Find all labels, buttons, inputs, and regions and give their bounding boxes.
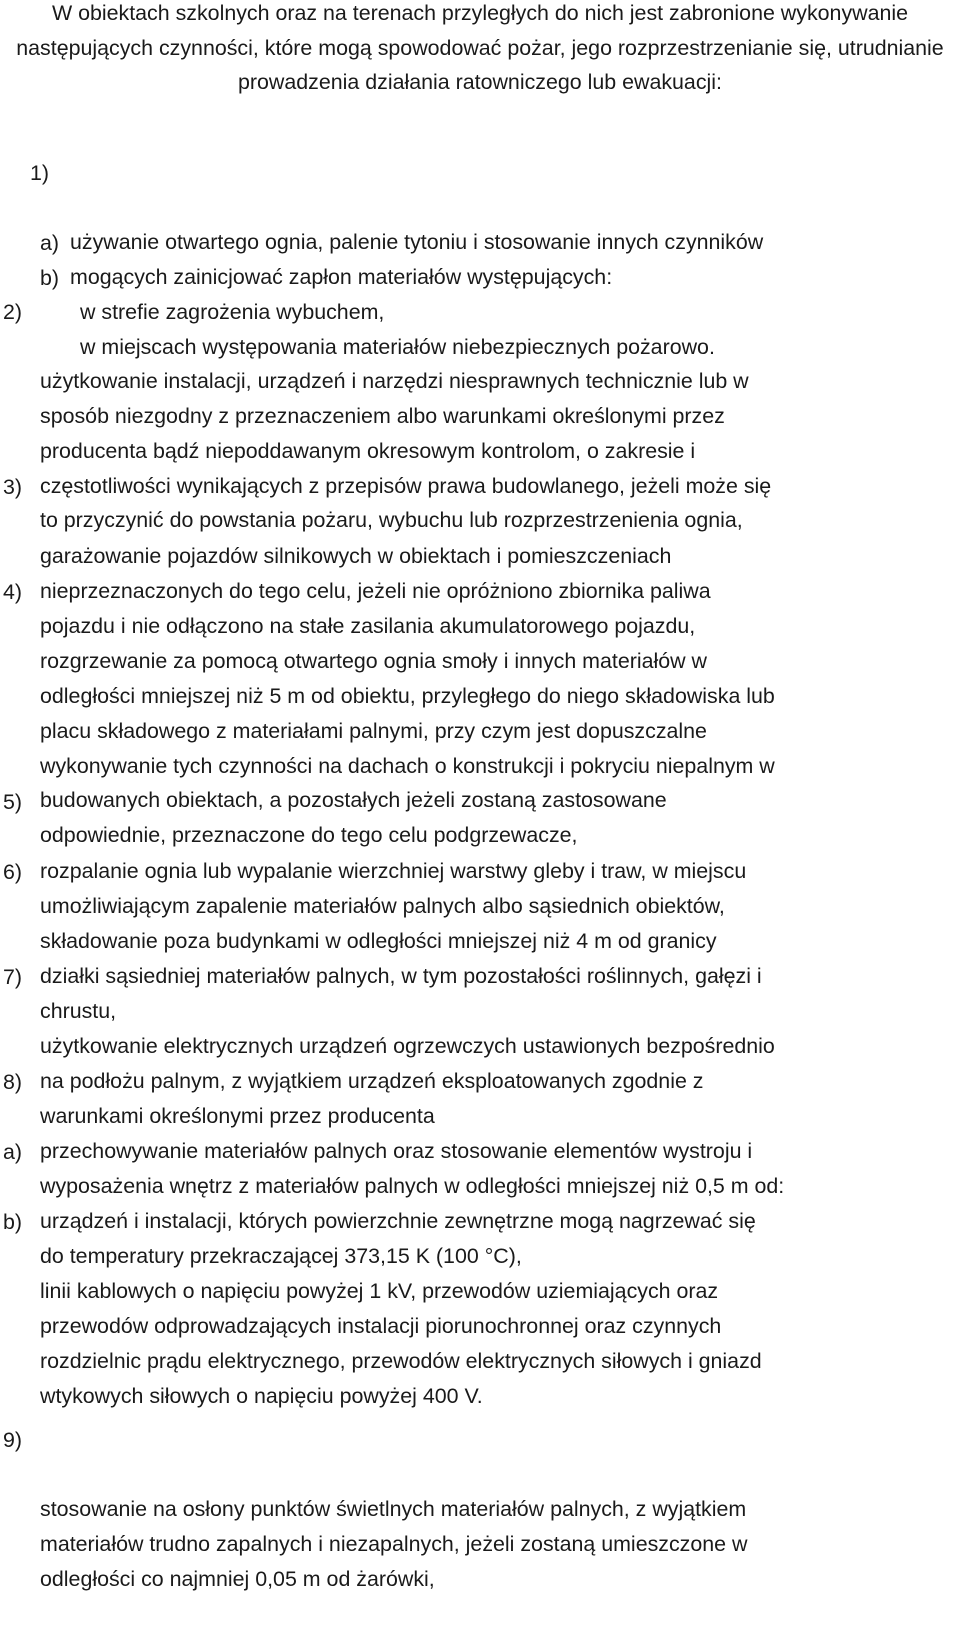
list-item-number: 1) xyxy=(30,161,50,185)
list-item-number: 3) xyxy=(3,475,23,499)
list-item-text: przechowywanie materiałów palnych oraz stosowanie elementów wystroju i wyposażenia wnętrz z materiałów palnych w odległości mniejszej niż 0,5 m od: xyxy=(40,1139,785,1199)
list-item-text: rozgrzewanie za pomocą otwartego ognia smoły i innych materiałów w odległości mniejszej niż 5 m od obiektu, przyległego do niego składowiska lub placu składowego z materiałami palnymi, przy czym jest dopuszczalne wykonywanie tych czynności na dachach o konstrukcji i pokryciu niepalnym w budowanych obiektach, a pozostałych jeżeli zostaną zastosowane odpowiednie, przeznaczone do tego celu podgrzewacze, xyxy=(40,649,775,847)
list-subitem-text: w miejscach występowania materiałów niebezpiecznych pożarowo. xyxy=(80,335,715,360)
list-item-text: stosowanie na osłony punktów świetlnych materiałów palnych, z wyjątkiem materiałów trudno zapalnych i niezapalnych, jeżeli zostaną umieszczone w odległości co najmniej 0,05 m od żarówki, xyxy=(40,1497,748,1591)
list-item-number: 2) xyxy=(3,300,23,324)
list-item-text: używanie otwartego ognia, palenie tytoniu i stosowanie innych czynników mogących zainicjować zapłon materiałów występujących: xyxy=(70,230,764,290)
list-item-text: rozpalanie ognia lub wypalanie wierzchniej warstwy gleby i traw, w miejscu umożliwiającym zapalenie materiałów palnych albo sąsiednich obiektów, xyxy=(40,859,747,919)
intro-paragraph: W obiektach szkolnych oraz na terenach przyległych do nich jest zabronione wykonywanie następujących czynności, które mogą spowodować pożar, jego rozprzestrzenianie się, utrudnianie prowadzenia działania ratowniczego lub ewakuacji: xyxy=(16,1,944,94)
list-item-9 xyxy=(3,1423,958,1631)
list-item-text: urządzeń i instalacji, których powierzchnie zewnętrzne mogą nagrzewać się do temperatury przekraczającej 373,15 K (100 °C), xyxy=(40,1209,756,1269)
list-item-number: 8) xyxy=(3,1070,23,1094)
list-item-text: garażowanie pojazdów silnikowych w obiektach i pomieszczeniach nieprzeznaczonych do tego celu, jeżeli nie opróżniono zbiornika paliwa pojazdu i nie odłączono na stałe zasilania akumulatorowego pojazdu, xyxy=(40,544,711,638)
list-item-text: użytkowanie instalacji, urządzeń i narzędzi niesprawnych technicznie lub w sposób niezgodny z przeznaczeniem albo warunkami określonymi przez producenta bądź niepoddawanym okresowym kontrolom, o zakresie i częstotliwości wynikających z przepisów prawa budowlanego, jeżeli może się to przyczynić do powstania pożaru, wybuchu lub rozprzestrzenienia ognia, xyxy=(40,369,772,533)
list-subitem-number: b) xyxy=(40,266,60,290)
list-subitem-number: a) xyxy=(40,231,60,255)
list-item-8b xyxy=(3,1205,958,1448)
list-item-number: 4) xyxy=(3,580,23,604)
list-subitem-text: w strefie zagrożenia wybuchem, xyxy=(80,300,385,325)
list-item-number: 5) xyxy=(3,790,23,814)
list-item-text: składowanie poza budynkami w odległości mniejszej niż 4 m od granicy działki sąsiedniej materiałów palnych, w tym pozostałości roślinnych, gałęzi i chrustu, xyxy=(40,929,762,1023)
list-item-text: użytkowanie elektrycznych urządzeń ogrzewczych ustawionych bezpośrednio na podłożu palnym, z wyjątkiem urządzeń eksploatowanych zgodnie z warunkami określonymi przez producenta xyxy=(40,1034,775,1128)
list-item-number: 9) xyxy=(3,1428,23,1452)
list-item-text: linii kablowych o napięciu powyżej 1 kV, przewodów uziemiających oraz przewodów odprowadzających instalacji piorunochronnej oraz czynnych rozdzielnic prądu elektrycznego, przewodów elektrycznych siłowych i gniazd wtykowych siłowych o napięciu powyżej 400 V. xyxy=(40,1279,762,1408)
list-item-number: 7) xyxy=(3,965,23,989)
list-item-number: b) xyxy=(3,1210,23,1234)
list-item-number: 6) xyxy=(3,860,23,884)
list-item-number: a) xyxy=(3,1140,23,1164)
